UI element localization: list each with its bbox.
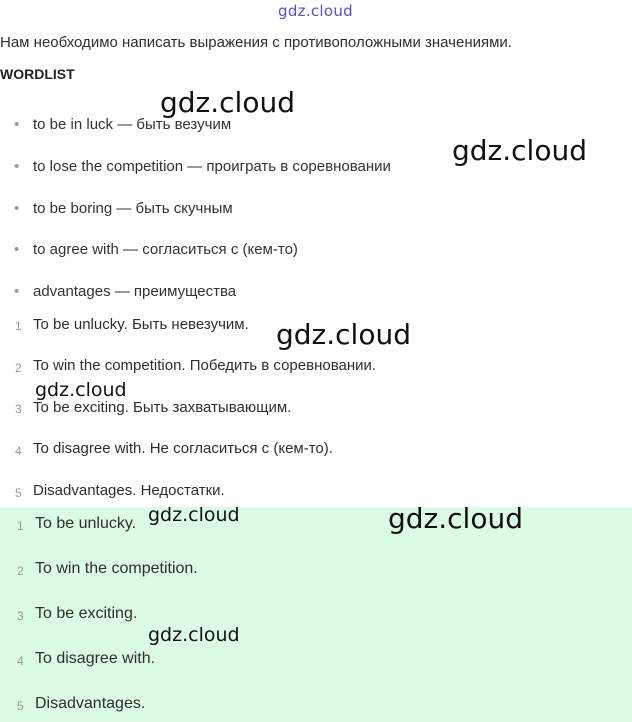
bullet-icon: • (14, 116, 20, 133)
answer-number: 2 (15, 361, 22, 375)
answer-text: To disagree with. Не согласиться с (кем-то). (33, 440, 333, 457)
answer-number: 3 (15, 402, 22, 416)
wordlist-item-text: to lose the competition — проиграть в соревновании (33, 158, 391, 175)
watermark: gdz.cloud (276, 318, 411, 351)
wordlist-item-text: to agree with — согласиться с (кем-то) (33, 241, 298, 258)
watermark: gdz.cloud (148, 624, 240, 646)
answer-text: Disadvantages. Недостатки. (33, 482, 225, 499)
answer-number: 4 (17, 654, 24, 668)
wordlist-heading: WORDLIST (0, 66, 75, 82)
watermark-top: gdz.cloud (278, 2, 354, 20)
answer-text: To be unlucky. Быть невезучим. (33, 316, 249, 333)
answer-number: 4 (15, 444, 22, 458)
answer-number: 1 (15, 319, 22, 333)
bullet-icon: • (14, 241, 20, 258)
answer-number: 3 (17, 609, 24, 623)
answer-text: Disadvantages. (35, 695, 146, 712)
wordlist-item-text: advantages — преимущества (33, 283, 237, 300)
answer-number: 1 (17, 519, 24, 533)
answer-text: To be unlucky. (35, 515, 137, 532)
task-instruction: Нам необходимо написать выражения с противоположными значениями. (0, 34, 512, 51)
watermark: gdz.cloud (452, 134, 587, 167)
watermark: gdz.cloud (148, 504, 240, 526)
answer-number: 2 (17, 564, 24, 578)
answer-text: To win the competition. (35, 560, 198, 577)
wordlist-item-text: to be in luck — быть везучим (33, 116, 232, 133)
watermark: gdz.cloud (35, 379, 127, 401)
answer-text: To win the competition. Победить в соревновании. (33, 357, 377, 374)
wordlist-item-text: to be boring — быть скучным (33, 200, 233, 217)
watermark: gdz.cloud (388, 502, 523, 535)
bullet-icon: • (14, 200, 20, 217)
answer-number: 5 (17, 699, 24, 713)
bullet-icon: • (14, 283, 20, 300)
watermark: gdz.cloud (160, 86, 295, 119)
answer-text: To disagree with. (35, 650, 156, 667)
bullet-icon: • (14, 158, 20, 175)
answer-text: To be exciting. (35, 605, 138, 622)
answer-number: 5 (15, 486, 22, 500)
answer-text: To be exciting. Быть захватывающим. (33, 399, 292, 416)
